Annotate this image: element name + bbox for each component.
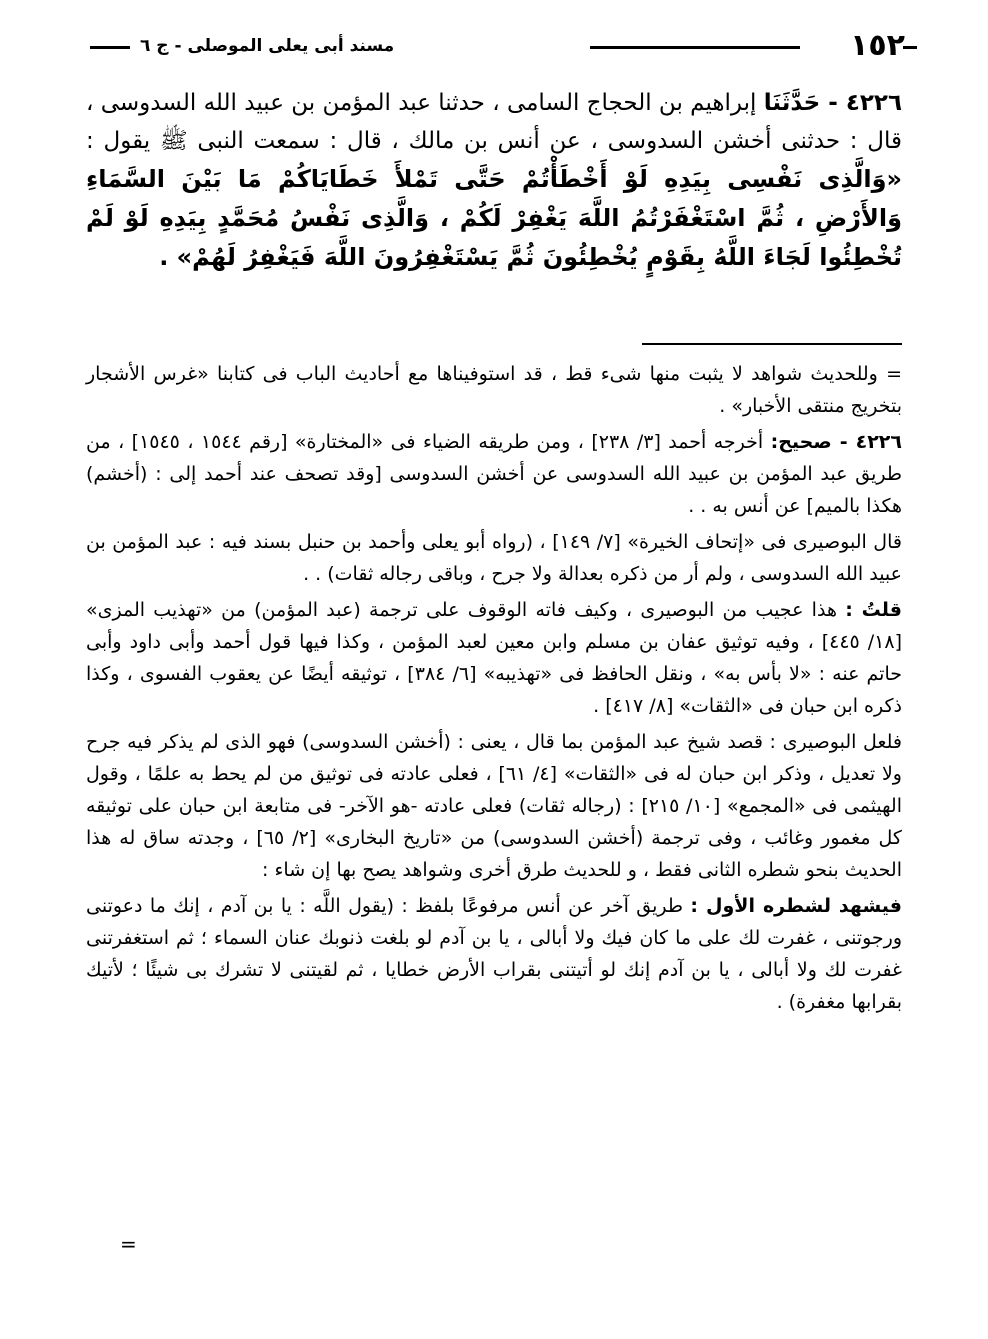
footnotes: [86, 358, 902, 1022]
hadith-text: [86, 84, 902, 277]
header-rule: [903, 46, 917, 49]
author-comment-text: هذا عجيب من البوصيرى ، وكيف فاته الوقوف على ترجمة (عبد المؤمن) من «تهذيب المزى» [١٨/ ٤٤٥] ، وفيه توثيق عفان بن مسلم وابن معين لعبد المؤمن ، وكذا فيها قول أحمد وأبى داود وأبى حاتم عنه : «لا بأس به» ، ونقل الحافظ فى «تهذيبه» [٦/ ٣٨٤] ، توثيقه أيضًا عن يعقوب الفسوى ، وكذا ذكره ابن حبان فى «الثقات» [٨/ ٤١٧] .: [86, 599, 902, 717]
footnote-paragraph: [86, 594, 902, 722]
footnote-paragraph: [86, 890, 902, 1018]
hadith-matn: «وَالَّذِى نَفْسِى بِيَدِهِ لَوْ أَخْطَأْتُمْ حَتَّى تَمْلأَ خَطَايَاكُمْ مَا بَيْنَ السَّمَاءِ وَالأَرْضِ ، ثُمَّ اسْتَغْفَرْتُمُ اللَّهَ يَغْفِرْ لَكُمْ ، وَالَّذِى نَفْسُ مُحَمَّدٍ بِيَدِهِ لَوْ لَمْ تُخْطِئُوا لَجَاءَ اللَّهُ بِقَوْمٍ يُخْطِئُونَ ثُمَّ يَسْتَغْفِرُونَ اللَّهَ فَيَغْفِرُ لَهُمْ» .: [86, 165, 902, 271]
continuation-mark: =: [120, 1232, 137, 1256]
hadith-isnad: إبراهيم بن الحجاج السامى ، حدثنا عبد المؤمن بن عبيد الله السدوسى ، قال : حدثنى أخشن السدوسى ، عن أنس بن مالك ، قال : سمعت النبى ﷺ يقول :: [86, 90, 902, 154]
footnote-paragraph: [86, 426, 902, 522]
witness-label: فيشهد لشطره الأول :: [690, 895, 902, 917]
running-title: مسند أبى يعلى الموصلى - ج ٦: [140, 36, 395, 56]
takhrij-label: ٤٢٢٦ - صحيح:: [770, 431, 902, 453]
footnote-separator: [642, 343, 902, 345]
takhrij-text: أخرجه أحمد [٣/ ٢٣٨] ، ومن طريقه الضياء فى «المختارة» [رقم ١٥٤٤ ، ١٥٤٥] ، من طريق عبد المؤمن بن عبيد الله السدوسى عن أخشن السدوسى [وقد تصحف عند أحمد إلى : (أخشم) هكذا بالميم] عن أنس به . .: [86, 431, 902, 517]
witness-text: طريق آخر عن أنس مرفوعًا بلفظ : (يقول اللَّه : يا بن آدم ، إنك ما دعوتنى ورجوتنى ، غفرت لك على ما كان فيك ولا أبالى ، يا بن آدم لو بلغت ذنوبك عنان السماء ؛ ثم استغفرتنى غفرت لك ولا أبالى ، يا بن آدم إنك لو أتيتنى بقراب الأرض خطايا ، ثم لقيتنى لا تشرك بى شيئًا ؛ لأتيك بقرابها مغفرة) .: [86, 895, 902, 1013]
footnote-paragraph: قال البوصيرى فى «إتحاف الخيرة» [٧/ ١٤٩] ، (رواه أبو يعلى وأحمد بن حنبل بسند فيه : عبد المؤمن بن عبيد الله السدوسى ، ولم أر من ذكره بعدالة ولا جرح ، وباقى رجاله ثقات) . .: [86, 531, 902, 585]
hadith-paragraph: [86, 84, 902, 277]
footnote-paragraph: فلعل البوصيرى : قصد شيخ عبد المؤمن بما قال ، يعنى : (أخشن السدوسى) فهو الذى لم يذكر فيه جرح ولا تعديل ، وذكر ابن حبان له فى «الثقات» [٤/ ٦١] ، فعلى عادته فى توثيق من لم يحط به علمًا ، وقول الهيثمى فى «المجمع» [١٠/ ٢١٥] : (رجاله ثقات) فعلى عادته -هو الآخر- فى متابعة ابن حبان على توثيقه كل مغمور وغائب ، وفى ترجمة (أخشن السدوسى) من «تاريخ البخارى» [٢/ ٦٥] ، وجدته ساق له هذا الحديث بنحو شطره الثانى فقط ، و للحديث طرق أخرى وشواهد يصح بها إن شاء :: [86, 731, 902, 881]
page-header: [90, 26, 905, 66]
author-comment-label: قلتُ :: [845, 599, 902, 621]
footnote-paragraph: = وللحديث شواهد لا يثبت منها شىء قط ، قد استوفيناها مع أحاديث الباب فى كتابنا «غرس الأشجار بتخريج منتقى الأخبار» .: [86, 363, 902, 417]
header-rule: [590, 46, 800, 49]
hadith-number: ٤٢٢٦ - حَدَّثَنَا: [763, 90, 902, 116]
header-rule: [90, 46, 130, 49]
page-number: ١٥٢: [850, 28, 905, 63]
